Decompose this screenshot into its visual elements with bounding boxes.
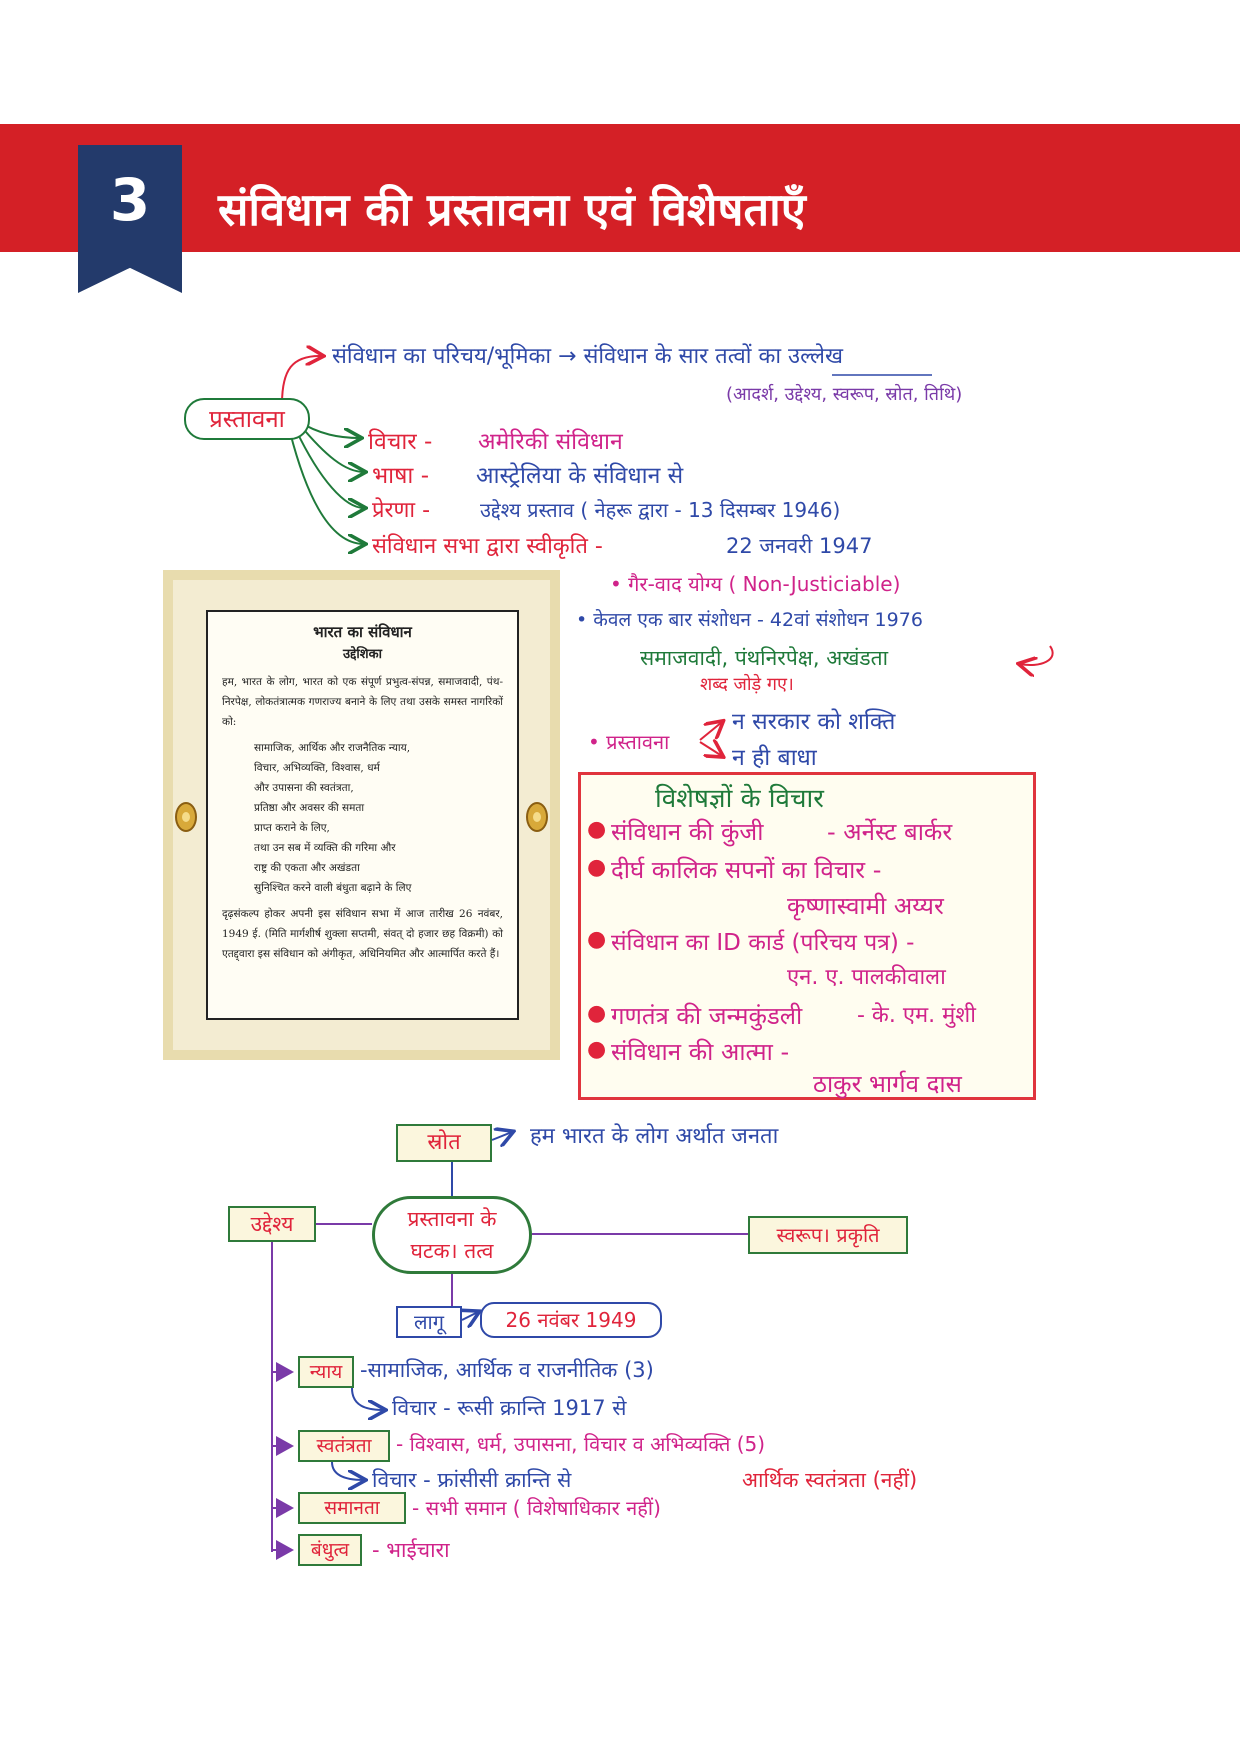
center-line-2: घटक। तत्व [410, 1239, 494, 1263]
prastavana-root-label: प्रस्तावना [209, 405, 285, 433]
expert-bullet: ● [587, 855, 607, 880]
arrow-words-added [1020, 646, 1053, 665]
justice-text: -सामाजिक, आर्थिक व राजनीतिक (3) [360, 1358, 654, 1382]
branch-acceptance-label: संविधान सभा द्वारा स्वीकृति - [372, 534, 603, 559]
expert-quote-5: संविधान की आत्मा - [611, 1038, 790, 1066]
prastavana-root-node [184, 398, 310, 440]
expert-by-1: - अर्नेस्ट बार्कर [827, 818, 953, 846]
branch-vichar-value: अमेरिकी संविधान [478, 429, 623, 455]
equality-text: - सभी समान ( विशेषाधिकार नहीं) [412, 1496, 661, 1520]
arrow-to-intro [282, 356, 322, 404]
preamble-equality-2: प्राप्त कराने के लिए, [254, 822, 330, 834]
expert-quote-1: संविधान की कुंजी [611, 818, 764, 846]
preamble-para-1: हम, भारत के लोग, भारत को एक संपूर्ण प्रभुत्व-संपन्न, समाजवादी, पंथ-निरपेक्ष, लोकतंत्रात्मक गणराज्य बनाने के लिए तथा उसके समस्त नागरिकों को: [222, 676, 503, 728]
nature-box [748, 1216, 908, 1254]
expert-by-3: एन. ए. पालकीवाला [787, 965, 946, 990]
liberty-sub: विचार - फ्रांसीसी क्रान्ति से [372, 1468, 572, 1492]
arrow-source-value [492, 1132, 512, 1140]
expert-bullet: ● [587, 817, 607, 842]
expert-bullet: ● [587, 927, 607, 952]
note-words-added-1: समाजवादी, पंथनिरपेक्ष, अखंडता [640, 646, 889, 670]
justice-sub: विचार - रूसी क्रान्ति 1917 से [392, 1396, 627, 1420]
expert-quote-2: दीर्घ कालिक सपनों का विचार - [611, 856, 882, 884]
source-value: हम भारत के लोग अर्थात जनता [530, 1124, 779, 1149]
arrow-liberty-sub [332, 1462, 364, 1480]
arrow-to-acceptance [290, 432, 364, 544]
preamble-liberty-1: विचार, अभिव्यक्ति, विश्वास, धर्म [254, 762, 380, 774]
arrow-to-prerna [296, 430, 364, 508]
applied-box [396, 1306, 462, 1338]
ashoka-chakra-icon-right [526, 802, 548, 832]
expert-bullet: ● [587, 1001, 607, 1026]
equality-box [298, 1492, 406, 1524]
branch-acceptance-value: 22 जनवरी 1947 [726, 534, 873, 558]
liberty-label: स्वतंत्रता [316, 1435, 372, 1457]
center-line-1: प्रस्तावना के [407, 1207, 497, 1231]
source-label: स्रोत [427, 1130, 461, 1155]
branch-prerna-value: उद्देश्य प्रस्ताव ( नेहरू द्वारा - 13 दिसम्बर 1946) [480, 498, 841, 522]
expert-by-2: कृष्णास्वामी अय्यर [787, 892, 944, 920]
note-non-justiciable: • गैर-वाद योग्य ( Non-Justiciable) [610, 572, 901, 596]
objective-box [228, 1206, 316, 1242]
arrow-to-bhasha [300, 425, 364, 472]
branch-prerna-label: प्रेरणा - [372, 498, 431, 523]
expert-by-4: - के. एम. मुंशी [857, 1003, 976, 1028]
expert-by-5: ठाकुर भार्गव दास [813, 1070, 962, 1098]
expert-quote-3: संविधान का ID कार्ड (परिचय पत्र) - [611, 930, 915, 956]
note-amendment: • केवल एक बार संशोधन - 42वां संशोधन 1976 [576, 609, 923, 631]
liberty-box [298, 1430, 390, 1462]
branch-bhasha-label: भाषा - [372, 463, 429, 489]
preamble-fraternity-2: राष्ट्र की एकता और अखंडता [254, 862, 360, 874]
preamble-text-panel [206, 610, 519, 1020]
applied-date: 26 नवंबर 1949 [505, 1308, 637, 1332]
applied-date-pill [480, 1302, 662, 1338]
objective-label: उद्देश्य [250, 1212, 294, 1236]
justice-box [298, 1356, 354, 1388]
fraternity-label: बंधुत्व [310, 1539, 350, 1561]
note-no-hindrance: न ही बाधा [732, 745, 817, 771]
expert-quote-4: गणतंत्र की जन्मकुंडली [611, 1002, 803, 1030]
preamble-card [163, 570, 560, 1060]
intro-text: संविधान का परिचय/भूमिका → संविधान के सार तत्वों का उल्लेख [332, 344, 843, 369]
preamble-liberty-2: और उपासना की स्वतंत्रता, [254, 782, 354, 794]
arrow-no-power [700, 722, 722, 740]
preamble-para-end: दृढ़संकल्प होकर अपनी इस संविधान सभा में आज तारीख 26 नवंबर, 1949 ई. (मिति मार्गशीर्ष शुक्ला सप्तमी, संवत् दो हजार छह विक्रमी) को एतद्द्वारा इस संविधान को अंगीकृत, अधिनियमित और आत्मार्पित करते हैं। [222, 908, 503, 960]
preamble-title: भारत का संविधान [313, 623, 412, 641]
ashoka-chakra-icon-left [175, 802, 197, 832]
fraternity-text: - भाईचारा [372, 1538, 450, 1562]
branch-bhasha-value: आस्ट्रेलिया के संविधान से [476, 463, 684, 489]
preamble-fraternity-1: तथा उन सब में व्यक्ति की गरिमा और [254, 842, 396, 854]
note-no-power: न सरकार को शक्ति [732, 709, 896, 735]
experts-box [578, 772, 1036, 1100]
arrow-no-hindrance [700, 742, 722, 756]
chapter-title: संविधान की प्रस्तावना एवं विशेषताएँ [218, 183, 806, 236]
source-box [396, 1124, 492, 1162]
branch-vichar-label: विचार - [368, 429, 433, 455]
expert-bullet: ● [587, 1037, 607, 1062]
equality-label: समानता [324, 1497, 380, 1519]
preamble-justice: सामाजिक, आर्थिक और राजनैतिक न्याय, [254, 742, 411, 754]
preamble-subtitle: उद्देशिका [343, 647, 382, 662]
note-prastavana-label: • प्रस्तावना [588, 730, 670, 754]
liberty-note: आर्थिक स्वतंत्रता (नहीं) [742, 1468, 918, 1492]
applied-label: लागू [414, 1310, 444, 1334]
chapter-number: 3 [109, 166, 151, 234]
note-words-added-2: शब्द जोड़े गए। [700, 674, 794, 695]
arrow-justice-sub [352, 1388, 384, 1410]
intro-subtext: (आदर्श, उद्देश्य, स्वरूप, स्रोत, तिथि) [726, 384, 963, 405]
justice-label: न्याय [309, 1361, 343, 1383]
arrow-applied-date [462, 1312, 478, 1320]
experts-heading: विशेषज्ञों के विचार [655, 784, 824, 814]
components-center-node [372, 1196, 532, 1274]
preamble-fraternity-3: सुनिश्चित करने वाली बंधुता बढ़ाने के लिए [254, 882, 412, 894]
nature-label: स्वरूप। प्रकृति [776, 1223, 880, 1247]
liberty-text: - विश्वास, धर्म, उपासना, विचार व अभिव्यक्ति (5) [396, 1432, 766, 1456]
preamble-equality-1: प्रतिष्ठा और अवसर की समता [254, 802, 365, 814]
fraternity-box [298, 1534, 362, 1566]
